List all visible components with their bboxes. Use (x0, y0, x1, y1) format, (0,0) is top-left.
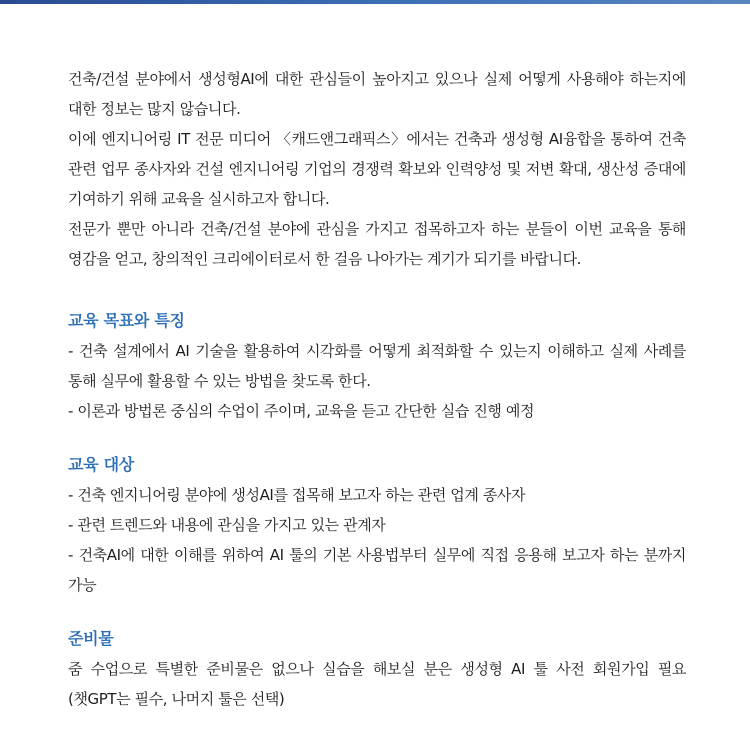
list-item: - 관련 트렌드와 내용에 관심을 가지고 있는 관계자 (68, 516, 386, 534)
materials-section (68, 624, 686, 714)
intro-paragraph: 이에 엔지니어링 IT 전문 미디어 〈캐드앤그래픽스〉에서는 건축과 생성형 AI융합을 통하여 건축 관련 업무 종사자와 건설 엔지니어링 기업의 경쟁력 확보와 인력양성 및 저변 확대, 생산성 증대에 기여하기 위해 교육을 실시하고자 합니다. (68, 130, 686, 208)
list-item: 줌 수업으로 특별한 준비물은 없으나 실습을 해보실 분은 생성형 AI 툴 사전 회원가입 필요 (챗GPT는 필수, 나머지 툴은 선택) (68, 660, 686, 708)
list-item: - 건축 설계에서 AI 기술을 활용하여 시각화를 어떻게 최적화할 수 있는지 이해하고 실제 사례를 통해 실무에 활용할 수 있는 방법을 찾도록 한다. (68, 342, 686, 390)
list-item: - 이론과 방법론 중심의 수업이 주이며, 교육을 듣고 간단한 실습 진행 예정 (68, 402, 535, 420)
target-section (68, 450, 686, 600)
list-item: - 건축AI에 대한 이해를 위하여 AI 툴의 기본 사용법부터 실무에 직접 응용해 보고자 하는 분까지 가능 (68, 546, 686, 594)
top-accent-bar (0, 0, 750, 4)
list-item: - 건축 엔지니어링 분야에 생성AI를 접목해 보고자 하는 관련 업계 종사자 (68, 486, 526, 504)
course-description (68, 64, 686, 714)
intro-section (68, 64, 686, 274)
intro-paragraph: 전문가 뿐만 아니라 건축/건설 분야에 관심을 가지고 접목하고자 하는 분들이 이번 교육을 통해 영감을 얻고, 창의적인 크리에이터로서 한 걸음 나아가는 계기가 되기를 바랍니다. (68, 220, 686, 268)
section-title: 교육 목표와 특징 (68, 311, 185, 330)
section-title: 준비물 (68, 629, 114, 648)
goals-section (68, 306, 686, 426)
intro-paragraph: 건축/건설 분야에서 생성형AI에 대한 관심들이 높아지고 있으나 실제 어떻게 사용해야 하는지에 대한 정보는 많지 않습니다. (68, 70, 686, 118)
section-title: 교육 대상 (68, 455, 134, 474)
